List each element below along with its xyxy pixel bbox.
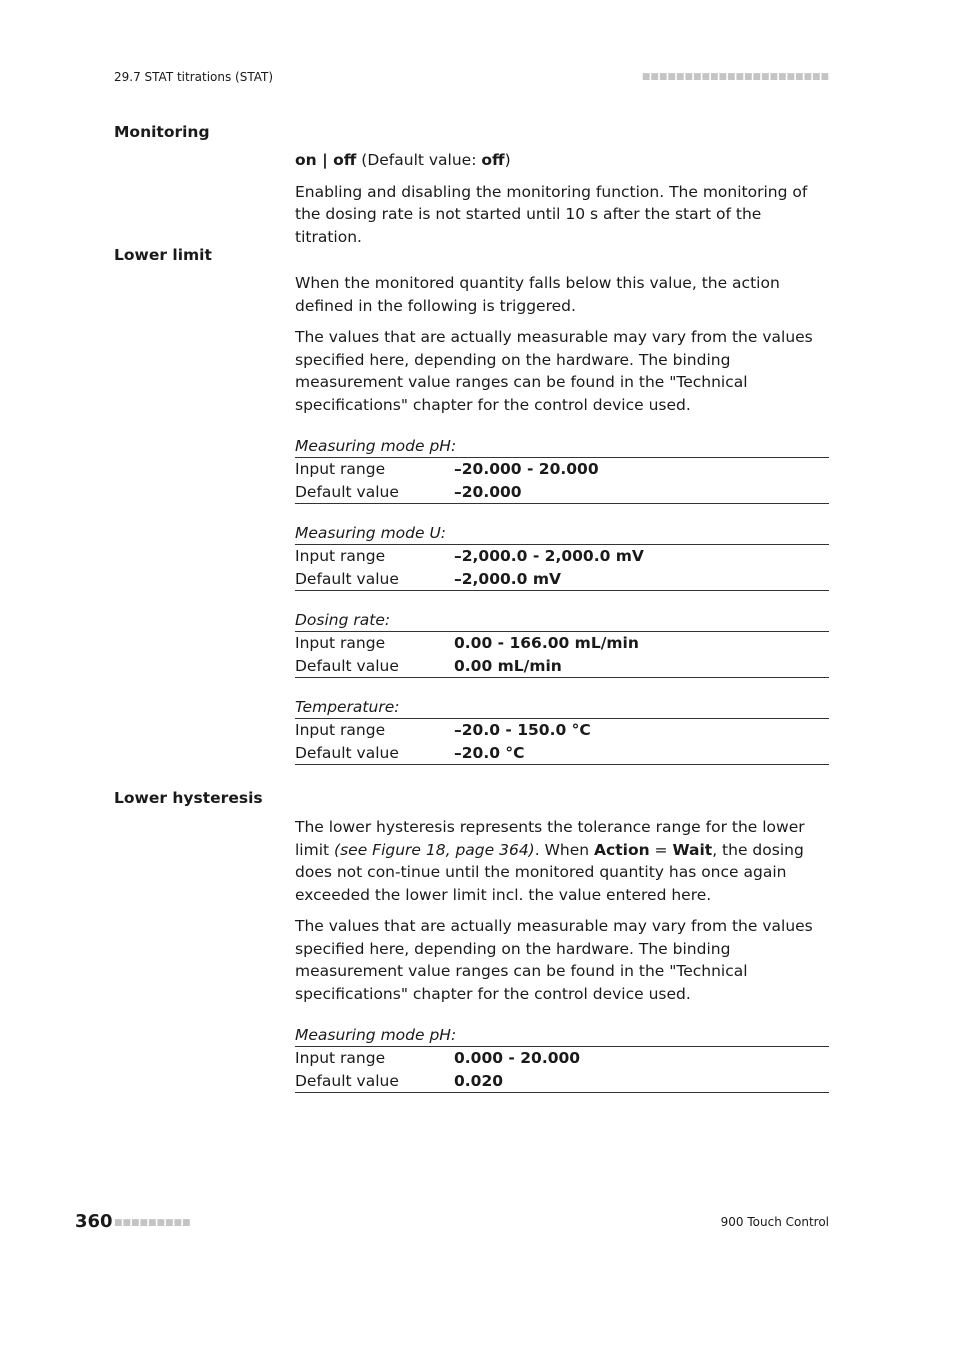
row-label: Default value bbox=[295, 1071, 399, 1090]
table-row bbox=[295, 1070, 829, 1093]
row-value: –20.000 - 20.000 bbox=[454, 460, 599, 478]
table-row bbox=[295, 568, 829, 591]
default-suffix: ) bbox=[504, 151, 511, 169]
param-table-body bbox=[295, 1046, 829, 1093]
table-row bbox=[295, 458, 829, 481]
monitoring-content bbox=[295, 149, 829, 248]
param-table-body bbox=[295, 631, 829, 678]
row-label: Input range bbox=[295, 1049, 386, 1067]
row-label: Input range bbox=[295, 721, 386, 739]
table-caption: Temperature: bbox=[295, 698, 400, 716]
lower-limit-description-1: When the monitored quantity falls below this value, the action defined in the following is triggered. bbox=[295, 274, 780, 315]
monitoring-options bbox=[295, 149, 829, 172]
row-label: Input range bbox=[295, 547, 386, 565]
monitoring-heading: Monitoring bbox=[114, 123, 210, 141]
lower-limit-description-2: The values that are actually measurable may vary from the values specified here, depending on the hardware. The binding measurement value ranges can be found in the "Technical specifications" chapter for the control device used. bbox=[295, 328, 813, 414]
lower-hysteresis-heading: Lower hysteresis bbox=[114, 789, 263, 807]
footer-decoration-squares: ■■■■■■■■■ bbox=[114, 1218, 191, 1228]
param-table-body bbox=[295, 544, 829, 591]
table-caption: Measuring mode pH: bbox=[295, 437, 457, 455]
footer-product-name: 900 Touch Control bbox=[720, 1215, 829, 1229]
header-decoration-squares: ■■■■■■■■■■■■■■■■■■■■■■ bbox=[641, 72, 829, 82]
wait-term: Wait bbox=[672, 840, 713, 859]
table-caption: Measuring mode pH: bbox=[295, 1026, 457, 1044]
param-table-body bbox=[295, 457, 829, 504]
default-prefix: (Default value: bbox=[356, 151, 482, 169]
monitoring-default-value: off bbox=[481, 151, 505, 169]
row-value: –2,000.0 mV bbox=[454, 569, 561, 588]
row-value: 0.000 - 20.000 bbox=[454, 1049, 581, 1067]
table-caption: Measuring mode U: bbox=[295, 524, 447, 542]
monitoring-options-on-off: on | off bbox=[295, 151, 357, 169]
row-value: 0.00 - 166.00 mL/min bbox=[454, 634, 639, 652]
table-row bbox=[295, 719, 829, 742]
row-label: Input range bbox=[295, 460, 386, 478]
table-caption: Dosing rate: bbox=[295, 611, 391, 629]
row-label: Input range bbox=[295, 634, 386, 652]
table-row bbox=[295, 632, 829, 655]
lower-limit-heading: Lower limit bbox=[114, 246, 212, 264]
row-value: –2,000.0 - 2,000.0 mV bbox=[454, 547, 644, 565]
table-row bbox=[295, 545, 829, 568]
monitoring-description: Enabling and disabling the monitoring function. The monitoring of the dosing rate is not started until 10 s after the start of the titration. bbox=[295, 182, 808, 246]
table-row bbox=[295, 655, 829, 678]
param-table-ph bbox=[295, 435, 829, 504]
lower-hysteresis-description-2: The values that are actually measurable may vary from the values specified here, depending on the hardware. The binding measurement value ranges can be found in the "Technical specifications" chapter for the control device used. bbox=[295, 917, 813, 1003]
row-value: –20.0 °C bbox=[454, 743, 525, 762]
param-table-body bbox=[295, 718, 829, 765]
row-value: –20.0 - 150.0 °C bbox=[454, 721, 591, 739]
desc-text: = bbox=[649, 840, 673, 859]
desc-text: . When bbox=[534, 840, 595, 859]
table-row bbox=[295, 742, 829, 765]
action-term: Action bbox=[594, 840, 650, 859]
running-header-section: 29.7 STAT titrations (STAT) bbox=[114, 70, 274, 84]
row-value: 0.00 mL/min bbox=[454, 656, 562, 675]
row-label: Default value bbox=[295, 482, 399, 501]
param-table-temperature bbox=[295, 696, 829, 765]
param-table-dosing-rate bbox=[295, 609, 829, 678]
row-value: 0.020 bbox=[454, 1071, 504, 1090]
lower-hysteresis-content bbox=[295, 816, 829, 1093]
desc-text: , the dosing does not con-tinue until the monitored quantity has once again exceeded the lower limit incl. the value entered here. bbox=[295, 840, 804, 904]
table-row bbox=[295, 1047, 829, 1070]
lower-hysteresis-description-1 bbox=[295, 816, 829, 906]
figure-reference-link[interactable]: (see Figure 18, page 364) bbox=[334, 840, 535, 859]
desc-text: The lower hysteresis represents the tolerance range for the lower limit bbox=[295, 818, 805, 859]
row-label: Default value bbox=[295, 569, 399, 588]
param-table-hysteresis-ph bbox=[295, 1024, 829, 1093]
page-number: 360 bbox=[75, 1211, 113, 1232]
row-value: –20.000 bbox=[454, 482, 522, 501]
table-row bbox=[295, 481, 829, 504]
row-label: Default value bbox=[295, 656, 399, 675]
lower-limit-content bbox=[295, 272, 829, 765]
param-table-u bbox=[295, 522, 829, 591]
row-label: Default value bbox=[295, 743, 399, 762]
